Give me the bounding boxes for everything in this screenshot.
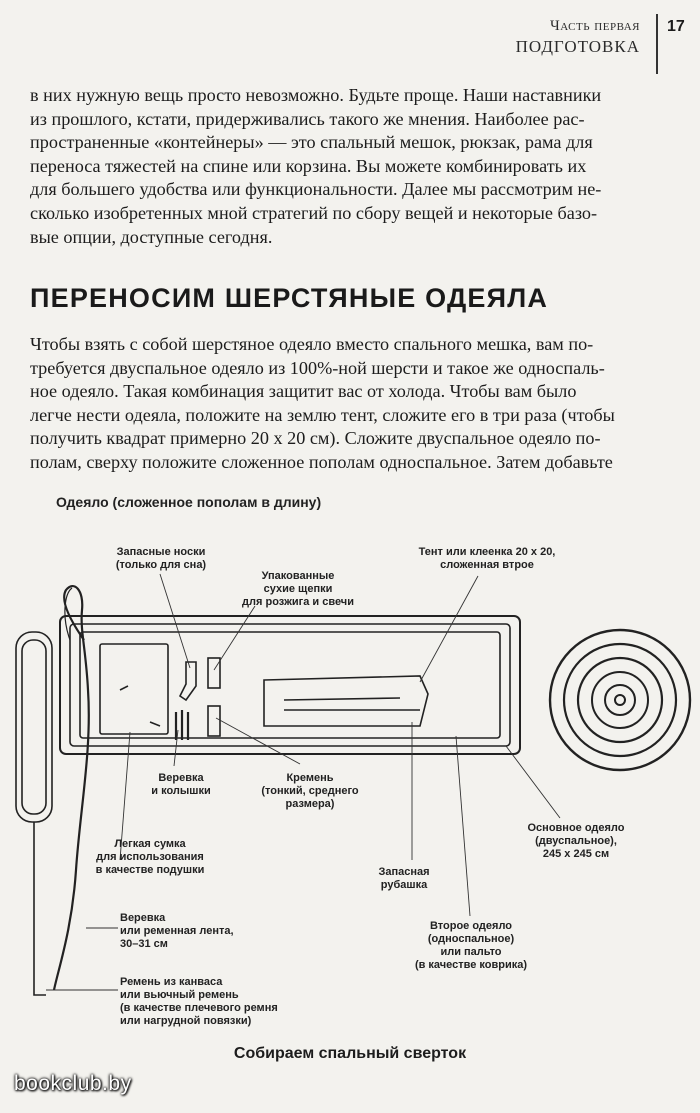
text-line: легче нести одеяла, положите на землю тент, сложите его в три раза (чтобы bbox=[30, 404, 615, 425]
text-line: переноса тяжестей на спине или корзина. Вы можете комбинировать их bbox=[30, 155, 587, 176]
text-line: сколько изобретенных мной стратегий по сбору вещей и некоторые базо- bbox=[30, 202, 598, 223]
figure-caption: Собираем спальный сверток bbox=[233, 1045, 467, 1062]
text-line: для большего удобства или функциональности. Далее мы рассмотрим не- bbox=[30, 179, 602, 200]
paragraph-blankets bbox=[30, 333, 670, 475]
label-tarp: Тент или клеенка 20 х 20, сложенная втрое bbox=[418, 546, 556, 571]
label-main-blanket: Основное одеяло (двуспальное), 245 х 245 см bbox=[527, 822, 625, 860]
text-line: ное одеяло. Такая комбинация защитит вас от холода. Чтобы вам было bbox=[30, 381, 577, 402]
watermark: bookclub.by bbox=[14, 1072, 132, 1095]
label-socks: Запасные носки (только для сна) bbox=[115, 546, 207, 571]
text-line: из прошлого, кстати, придерживались такого же мнения. Наиболее рас- bbox=[30, 108, 585, 129]
header-divider bbox=[656, 14, 658, 74]
label-chips: Упакованные сухие щепки для розжига и свечи bbox=[242, 570, 354, 608]
label-shirt: Запасная рубашка bbox=[378, 866, 430, 891]
text-line: в них нужную вещь просто невозможно. Будьте проще. Наши наставники bbox=[30, 85, 602, 105]
label-bag: Легкая сумка для использования в качестве подушки bbox=[95, 838, 205, 876]
shirt-drawing bbox=[264, 676, 428, 726]
label-second-blanket: Второе одеяло (односпальное) или пальто (в качестве коврика) bbox=[414, 920, 528, 971]
section-heading: ПЕРЕНОСИМ ШЕРСТЯНЫЕ ОДЕЯЛА bbox=[30, 283, 549, 313]
label-rope-stakes: Веревка и колышки bbox=[151, 772, 211, 797]
text-line: получить квадрат примерно 20 х 20 см). Сложите двуспальное одеяло по- bbox=[30, 428, 601, 449]
chips-drawing bbox=[208, 658, 220, 688]
header-part: Часть первая bbox=[550, 18, 640, 34]
paragraph-intro bbox=[30, 84, 670, 249]
figure-title: Одеяло (сложенное пополам в длину) bbox=[56, 494, 322, 510]
running-header bbox=[516, 18, 640, 57]
page-number: 17 bbox=[667, 18, 685, 35]
label-flint: Кремень (тонкий, среднего размера) bbox=[261, 772, 359, 810]
text-line: полам, сверху положите сложенное пополам односпальное. Затем добавьте bbox=[30, 451, 613, 472]
label-rope-strap: Веревка или ременная лента, 30–31 см bbox=[120, 912, 234, 950]
text-line: требуется двуспальное одеяло из 100%-ной шерсти и такое же односпаль- bbox=[30, 357, 605, 378]
text-line: пространенные «контейнеры» — это спальный мешок, рюкзак, рама для bbox=[30, 132, 593, 153]
bedroll-illustration bbox=[0, 490, 700, 1050]
header-section: ПОДГОТОВКА bbox=[515, 37, 640, 56]
text-line: вые опции, доступные сегодня. bbox=[30, 226, 273, 247]
second-blanket-drawing bbox=[100, 644, 168, 734]
label-canvas-strap: Ремень из канваса или вьючный ремень (в качестве плечевого ремня или нагрудной повязки) bbox=[120, 976, 278, 1027]
tarp-coil-drawing bbox=[550, 630, 690, 770]
text-line: Чтобы взять с собой шерстяное одеяло вместо спального мешка, вам по- bbox=[30, 334, 594, 354]
socks-drawing bbox=[180, 662, 196, 700]
